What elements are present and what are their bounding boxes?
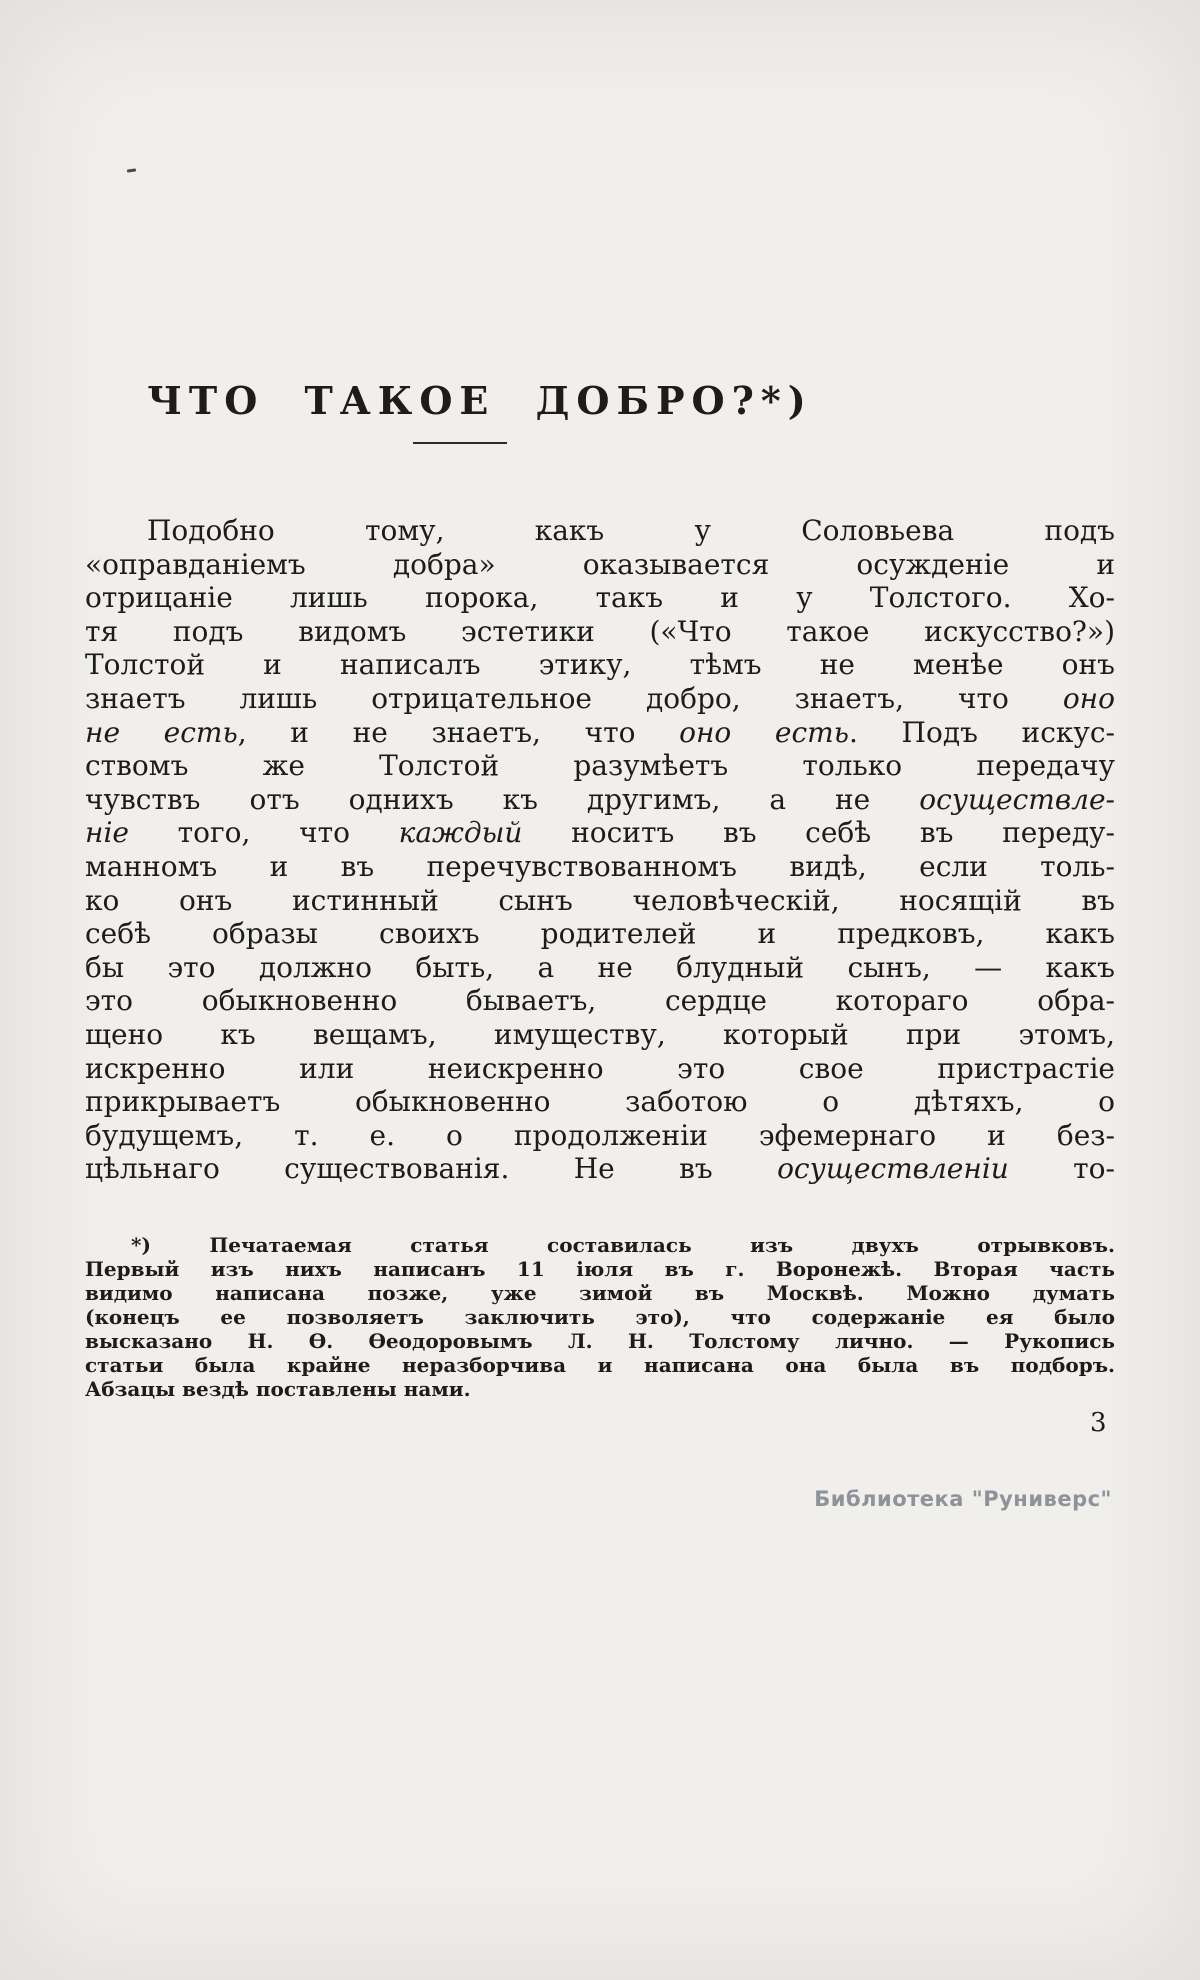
footnote-text-segment: Первый изъ нихъ написанъ 11 іюля въ г. Воронежѣ. Вторая часть <box>85 1257 1115 1281</box>
footnote-text-line <box>85 1233 1115 1257</box>
body-text-segment: чувствъ отъ однихъ къ другимъ, а не <box>85 782 920 816</box>
body-text-segment: бы это должно быть, а не блудный сынъ, — какъ <box>85 950 1115 984</box>
body-text-segment: Подобно тому, какъ у Соловьева подъ <box>147 514 1115 547</box>
body-text-segment-italic: осуществле- <box>919 782 1115 816</box>
body-text-segment: себѣ образы своихъ родителей и предковъ, какъ <box>85 917 1115 951</box>
body-text-segment-italic: оно <box>1062 681 1115 715</box>
body-text-segment: того, что <box>128 816 399 850</box>
page-title: ЧТО ТАКОЕ ДОБРО?*) <box>147 378 813 423</box>
footnote-text-line <box>85 1281 1115 1305</box>
footnote-text <box>85 1233 1115 1401</box>
body-text-line <box>85 850 1115 884</box>
body-text-segment-italic: не есть <box>85 715 238 749</box>
body-text-segment: ко онъ истинный сынъ человѣческій, носящій въ <box>85 883 1115 917</box>
body-text-segment: то- <box>1008 1152 1115 1186</box>
page-number: 3 <box>1090 1408 1107 1438</box>
footnote-text-line <box>85 1329 1115 1353</box>
footnote-text-segment: Абзацы вездѣ поставлены нами. <box>85 1377 471 1401</box>
watermark: Библиотека "Руниверс" <box>814 1487 1112 1511</box>
body-text-segment: «оправданіемъ добра» оказывается осужденіе и <box>85 547 1115 581</box>
body-text-segment: искренно или неискренно это свое пристрастіе <box>85 1051 1115 1085</box>
footnote-text-segment: *) Печатаемая статья составилась изъ двухъ отрывковъ. <box>131 1233 1115 1257</box>
body-text-segment: знаетъ лишь отрицательное добро, знаетъ, что <box>85 681 1063 715</box>
body-text-segment: это обыкновенно бываетъ, сердце котораго обра- <box>85 984 1115 1018</box>
body-text-segment: тя подъ видомъ эстетики («Что такое искусство?») <box>85 614 1115 648</box>
body-text-segment: манномъ и въ перечувствованномъ видѣ, если толь- <box>85 849 1115 883</box>
footnote-text-line <box>85 1257 1115 1281</box>
body-text-segment-italic: ніе <box>85 816 129 850</box>
body-text-line <box>85 783 1115 817</box>
body-text-segment: цѣльнаго существованія. Не въ <box>85 1152 778 1186</box>
body-text-line <box>85 884 1115 918</box>
body-text-segment: ствомъ же Толстой разумѣетъ только передачу <box>85 749 1115 783</box>
body-text-segment: Толстой и написалъ этику, тѣмъ не менѣе онъ <box>85 648 1115 682</box>
body-text-line <box>85 984 1115 1018</box>
body-text-segment: носитъ въ себѣ въ переду- <box>522 816 1115 850</box>
body-text-segment-italic: осуществленіи <box>777 1152 1009 1186</box>
body-text-line <box>85 716 1115 750</box>
body-text-line <box>85 514 1115 548</box>
body-text-segment: будущемъ, т. е. о продолженіи эфемернаго и без- <box>85 1118 1115 1152</box>
title-divider <box>413 442 507 444</box>
scan-artifact <box>127 168 136 172</box>
body-text-segment: отрицаніе лишь порока, такъ и у Толстого. Хо- <box>85 581 1115 615</box>
body-text-line <box>85 917 1115 951</box>
body-text-line <box>85 615 1115 649</box>
body-text-line <box>85 648 1115 682</box>
body-text-line <box>85 682 1115 716</box>
footnote-text-segment: видимо написана позже, уже зимой въ Москвѣ. Можно думать <box>85 1281 1115 1305</box>
body-text-line <box>85 1152 1115 1186</box>
body-text-segment: , и не знаетъ, что <box>237 715 680 749</box>
body-text-line <box>85 1052 1115 1086</box>
body-text-segment-italic: оно есть <box>679 715 849 749</box>
footnote-text-line <box>85 1353 1115 1377</box>
body-text-segment: щено къ вещамъ, имуществу, который при этомъ, <box>85 1017 1115 1051</box>
body-text-line <box>85 749 1115 783</box>
footnote-text-segment: (конецъ ее позволяетъ заключить это), что содержаніе ея было <box>85 1305 1115 1329</box>
body-text-line <box>85 581 1115 615</box>
body-text-line <box>85 816 1115 850</box>
footnote-text-segment: высказано Н. Ѳ. Ѳеодоровымъ Л. Н. Толстому лично. — Рукопись <box>85 1329 1115 1353</box>
body-text-line <box>85 951 1115 985</box>
body-text-segment: прикрываетъ обыкновенно заботою о дѣтяхъ, о <box>85 1085 1115 1119</box>
body-text-segment-italic: каждый <box>398 816 523 850</box>
body-text-line <box>85 1119 1115 1153</box>
body-text-line <box>85 548 1115 582</box>
footnote-text-line <box>85 1305 1115 1329</box>
footnote-text-line <box>85 1377 1115 1401</box>
footnote-text-segment: статьи была крайне неразборчива и написана она была въ подборъ. <box>85 1353 1115 1377</box>
body-text-line <box>85 1018 1115 1052</box>
body-text-segment: . Подъ искус- <box>848 715 1116 749</box>
body-text <box>85 514 1115 1186</box>
body-text-line <box>85 1085 1115 1119</box>
